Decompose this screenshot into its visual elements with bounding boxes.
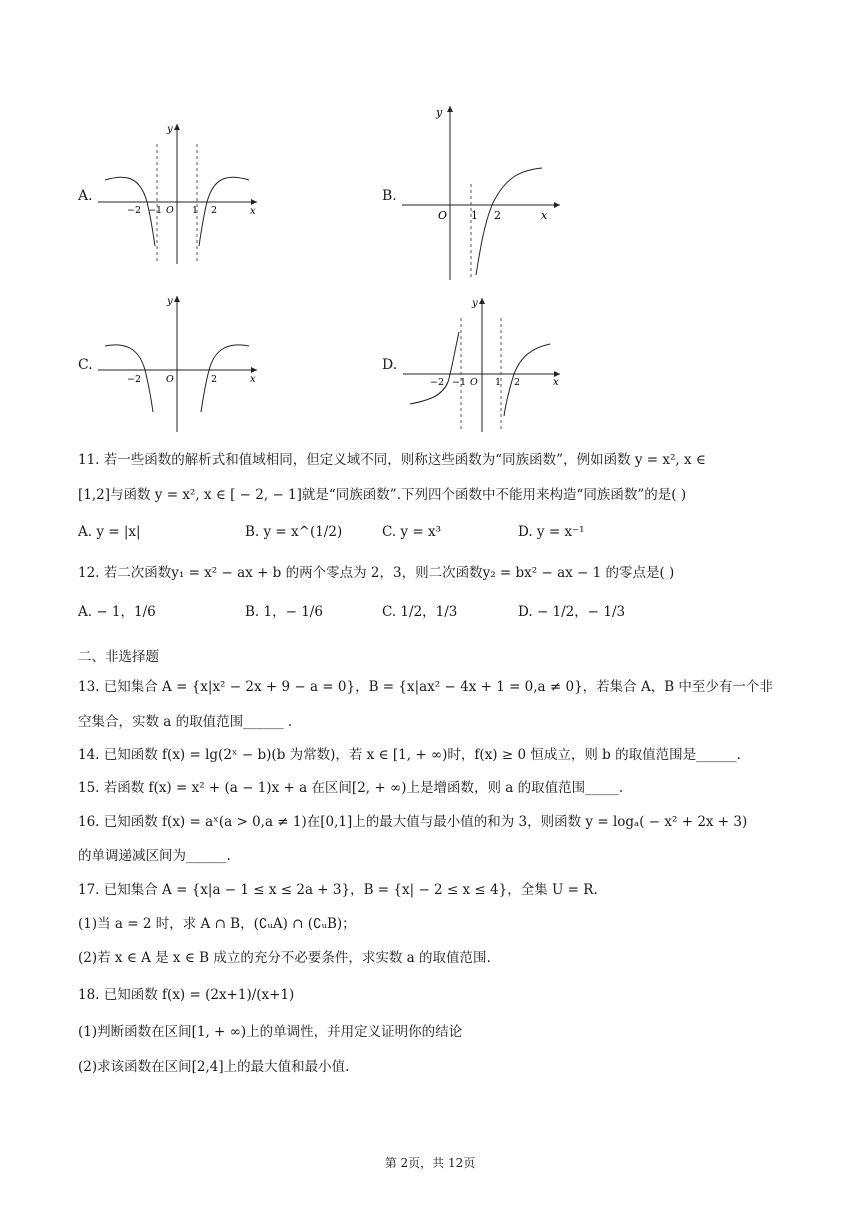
q18-line2: (1)判断函数在区间[1, + ∞)上的单调性，并用定义证明你的结论	[78, 1024, 463, 1040]
graph-b	[398, 100, 568, 282]
graph-d	[400, 292, 570, 434]
graph-a-tick: 1	[192, 205, 199, 216]
graph-a-y-label: y	[167, 124, 173, 135]
graph-d-y-label: y	[472, 298, 478, 309]
q15-line: 15. 若函数 f(x) = x² + (a − 1)x + a 在区间[2, + ∞)上是增函数，则 a 的取值范围_____.	[78, 780, 624, 796]
graph-a-tick: −1	[148, 205, 163, 216]
graph-c	[95, 290, 265, 434]
graph-b-origin: O	[438, 209, 448, 222]
q11-line1: 11. 若一些函数的解析式和值域相同，但定义域不同，则称这些函数为“同族函数”，例如函数 y = x², x ∈	[78, 452, 706, 468]
page-footer: 第 2页，共 12页	[384, 1156, 476, 1170]
graph-d-origin: O	[470, 377, 478, 388]
q11-option-d: D. y = x⁻¹	[518, 524, 585, 540]
q12-line: 12. 若二次函数y₁ = x² − ax + b 的两个零点为 2，3，则二次函数y₂ = bx² − ax − 1 的零点是( )	[78, 565, 675, 581]
q14-line: 14. 已知函数 f(x) = lg(2ˣ − b)(b 为常数)，若 x ∈ [1, + ∞)时，f(x) ≥ 0 恒成立，则 b 的取值范围是______.	[78, 747, 741, 763]
q16-line2: 的单调递减区间为______.	[78, 848, 231, 864]
graph-b-y-label: y	[436, 106, 443, 119]
graph-d-x-label: x	[553, 377, 559, 388]
graph-a-x-label: x	[250, 206, 256, 217]
graph-a-tick: 2	[211, 205, 218, 216]
graph-c-x-label: x	[250, 374, 256, 385]
q11-option-c: C. y = x³	[382, 524, 441, 540]
graph-c-y-label: y	[167, 296, 173, 307]
q12-option-b: B. 1，− 1/6	[245, 604, 323, 620]
graph-a-origin: O	[166, 205, 174, 216]
q12-option-d: D. − 1/2，− 1/3	[518, 604, 626, 620]
section-heading: 二、非选择题	[78, 649, 159, 665]
graph-c-tick: 2	[211, 374, 218, 385]
q11-option-a: A. y = |x|	[78, 524, 141, 540]
graph-b-tick: 2	[494, 209, 501, 222]
option-b-label: B.	[382, 188, 397, 204]
q17-line3: (2)若 x ∈ A 是 x ∈ B 成立的充分不必要条件，求实数 a 的取值范围.	[78, 950, 491, 966]
q13-line1: 13. 已知集合 A = {x|x² − 2x + 9 − a = 0}，B = {x|ax² − 4x + 1 = 0,a ≠ 0}，若集合 A，B 中至少有一个非	[78, 679, 773, 695]
q11-line2: [1,2]与函数 y = x², x ∈ [ − 2, − 1]就是“同族函数”.下列四个函数中不能用来构造“同族函数”的是( )	[78, 487, 687, 503]
q12-option-c: C. 1/2，1/3	[382, 604, 458, 620]
graph-c-origin: O	[166, 374, 174, 385]
q16-line1: 16. 已知函数 f(x) = aˣ(a > 0,a ≠ 1)在[0,1]上的最大值与最小值的和为 3，则函数 y = logₐ( − x² + 2x + 3)	[78, 814, 748, 830]
graph-d-tick: −1	[452, 377, 467, 388]
graph-a	[95, 118, 265, 266]
graph-d-tick: 2	[514, 377, 521, 388]
graph-c-tick: −2	[127, 374, 142, 385]
q17-line2: (1)当 a = 2 时，求 A ∩ B，(∁ᵤA) ∩ (∁ᵤB)；	[78, 916, 356, 932]
q11-option-b: B. y = x^(1/2)	[245, 524, 343, 540]
graph-d-tick: −2	[430, 377, 445, 388]
q18-line3: (2)求该函数在区间[2,4]上的最大值和最小值.	[78, 1059, 350, 1075]
option-a-label: A.	[78, 188, 93, 204]
q12-option-a: A. − 1，1/6	[78, 604, 156, 620]
graph-b-x-label: x	[541, 209, 548, 222]
graph-b-tick: 1	[471, 209, 478, 222]
graph-d-tick: 1	[495, 377, 502, 388]
graph-a-tick: −2	[127, 205, 142, 216]
option-d-label: D.	[382, 357, 398, 373]
option-c-label: C.	[78, 357, 93, 373]
q13-line2: 空集合，实数 a 的取值范围______ .	[78, 714, 293, 730]
q17-line1: 17. 已知集合 A = {x|a − 1 ≤ x ≤ 2a + 3}，B = {x| − 2 ≤ x ≤ 4}，全集 U = R.	[78, 882, 598, 898]
q18-line1: 18. 已知函数 f(x) = (2x+1)/(x+1)	[78, 987, 295, 1003]
